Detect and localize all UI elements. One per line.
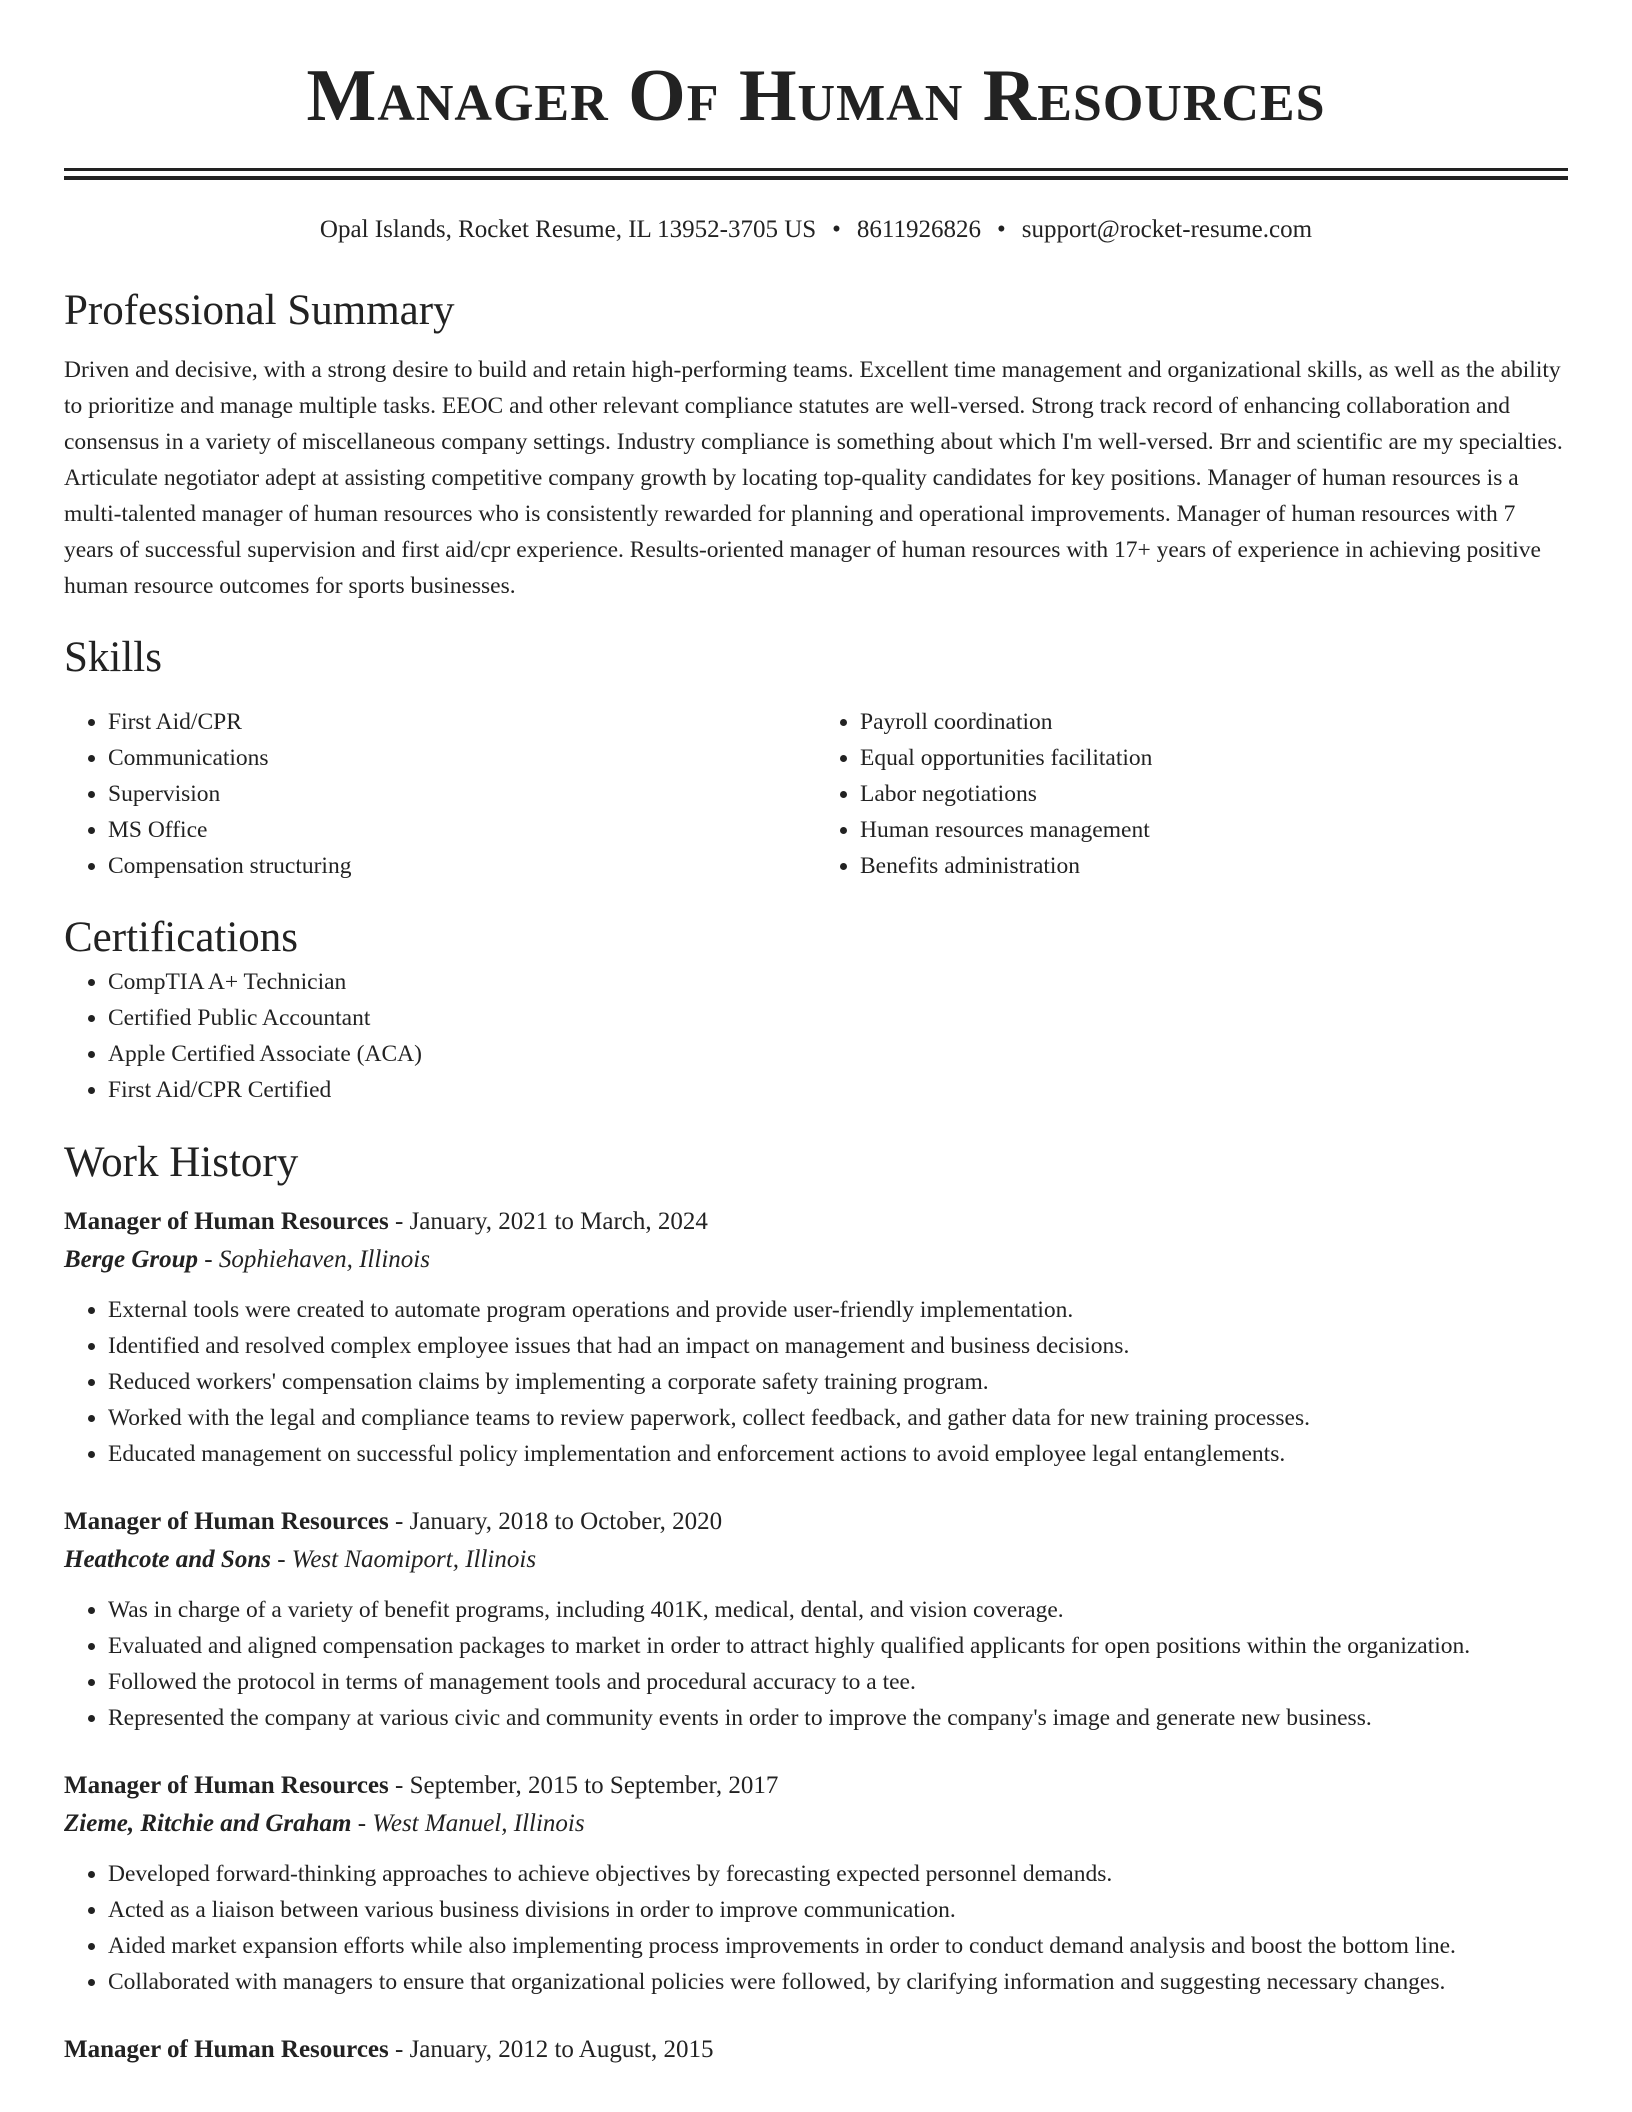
skill-item: • Payroll coordination	[860, 704, 1568, 740]
job-location: - West Manuel, Illinois	[351, 1810, 585, 1837]
job-entry	[64, 2034, 1568, 2066]
skill-item: • Supervision	[108, 776, 816, 812]
job-dates: - January, 2012 to August, 2015	[388, 2036, 714, 2063]
job-bullet: • Educated management on successful policy implementation and enforcement actions to avoid employee legal entanglements.	[108, 1436, 1568, 1472]
work-history-heading: Work History	[64, 1139, 299, 1186]
certifications-heading: Certifications	[64, 914, 299, 961]
skills-list-right	[816, 704, 1568, 884]
page-title: Manager Of Human Resources	[306, 55, 1326, 137]
skill-item: • Communications	[108, 740, 816, 776]
certifications-list	[64, 964, 1568, 1108]
job-bullet: • Evaluated and aligned compensation packages to market in order to attract highly qualified applicants for open positions within the organization.	[108, 1628, 1568, 1664]
job-bullet: • External tools were created to automate program operations and provide user-friendly implementation.	[108, 1292, 1568, 1328]
job-dates: - January, 2021 to March, 2024	[388, 1208, 708, 1235]
job-entry	[64, 1206, 1568, 1472]
contact-line	[64, 215, 1568, 245]
certification-item: • Apple Certified Associate (ACA)	[108, 1036, 1568, 1072]
certification-item: • CompTIA A+ Technician	[108, 964, 1568, 1000]
job-bullet: • Developed forward-thinking approaches to achieve objectives by forecasting expected personnel demands.	[108, 1856, 1568, 1892]
job-bullets	[64, 1592, 1568, 1736]
contact-email[interactable]: support@rocket-resume.com	[1021, 216, 1313, 243]
job-company-line	[64, 1808, 1568, 1840]
skill-item: • Compensation structuring	[108, 848, 816, 884]
job-bullet: • Collaborated with managers to ensure that organizational policies were followed, by clarifying information and suggesting necessary changes.	[108, 1964, 1568, 2000]
skill-item: • MS Office	[108, 812, 816, 848]
job-title-line	[64, 1206, 1568, 1238]
resume-page	[64, 0, 1568, 2066]
job-location: - Sophiehaven, Illinois	[198, 1246, 430, 1273]
job-dates: - September, 2015 to September, 2017	[388, 1772, 779, 1799]
contact-separator: •	[832, 216, 841, 243]
summary-text: Driven and decisive, with a strong desire to build and retain high-performing teams. Excellent time management and organizational skills, as well as the ability to prioritize and manage multiple tasks. EEOC and other relevant compliance statutes are well-versed. Strong track record of enhancing collaboration and consensus in a variety of miscellaneous company settings. Industry compliance is something about which I'm well-versed. Brr and scientific are my specialties. Articulate negotiator adept at assisting competitive company growth by locating top-quality candidates for key positions. Manager of human resources is a multi-talented manager of human resources who is consistently rewarded for planning and operational improvements. Manager of human resources with 7 years of successful supervision and first aid/cpr experience. Results-oriented manager of human resources with 17+ years of experience in achieving positive human resource outcomes for sports businesses.	[64, 357, 1563, 599]
summary-heading: Professional Summary	[64, 287, 455, 334]
job-bullet: • Acted as a liaison between various business divisions in order to improve communication.	[108, 1892, 1568, 1928]
job-dates: - January, 2018 to October, 2020	[388, 1508, 723, 1535]
job-title-line	[64, 1770, 1568, 1802]
job-bullet: • Identified and resolved complex employee issues that had an impact on management and business decisions.	[108, 1328, 1568, 1364]
job-entry	[64, 1770, 1568, 2000]
skill-item: • Labor negotiations	[860, 776, 1568, 812]
skill-item: • Equal opportunities facilitation	[860, 740, 1568, 776]
skill-item: • Human resources management	[860, 812, 1568, 848]
job-company-line	[64, 1544, 1568, 1576]
skill-item: • First Aid/CPR	[108, 704, 816, 740]
contact-separator: •	[997, 216, 1006, 243]
work-history-list	[64, 1206, 1568, 2066]
job-title-line	[64, 1506, 1568, 1538]
job-bullet: • Was in charge of a variety of benefit programs, including 401K, medical, dental, and vision coverage.	[108, 1592, 1568, 1628]
job-company: Heathcote and Sons	[64, 1546, 271, 1573]
job-bullets	[64, 1292, 1568, 1472]
contact-phone: 8611926826	[856, 216, 981, 243]
skills-columns	[64, 704, 1568, 884]
job-title: Manager of Human Resources	[64, 2036, 389, 2063]
job-title-line	[64, 2034, 1568, 2066]
job-company: Berge Group	[64, 1246, 199, 1273]
job-bullet: • Represented the company at various civic and community events in order to improve the company's image and generate new business.	[108, 1700, 1568, 1736]
job-bullet: • Reduced workers' compensation claims by implementing a corporate safety training program.	[108, 1364, 1568, 1400]
skill-item: • Benefits administration	[860, 848, 1568, 884]
title-divider-bottom	[64, 176, 1568, 180]
job-title: Manager of Human Resources	[64, 1208, 389, 1235]
job-title: Manager of Human Resources	[64, 1772, 389, 1799]
job-bullets	[64, 1856, 1568, 2000]
title-divider-top	[64, 168, 1568, 171]
contact-address: Opal Islands, Rocket Resume, IL 13952-3705 US	[319, 216, 817, 243]
certification-item: • Certified Public Accountant	[108, 1000, 1568, 1036]
job-location: - West Naomiport, Illinois	[270, 1546, 537, 1573]
skills-heading: Skills	[64, 634, 162, 681]
job-bullet: • Followed the protocol in terms of management tools and procedural accuracy to a tee.	[108, 1664, 1568, 1700]
job-title: Manager of Human Resources	[64, 1508, 389, 1535]
job-company: Zieme, Ritchie and Graham	[64, 1810, 352, 1837]
job-bullet: • Aided market expansion efforts while also implementing process improvements in order to conduct demand analysis and boost the bottom line.	[108, 1928, 1568, 1964]
job-company-line	[64, 1244, 1568, 1276]
certification-item: • First Aid/CPR Certified	[108, 1072, 1568, 1108]
job-bullet: • Worked with the legal and compliance teams to review paperwork, collect feedback, and gather data for new training processes.	[108, 1400, 1568, 1436]
skills-list-left	[64, 704, 816, 884]
job-entry	[64, 1506, 1568, 1736]
